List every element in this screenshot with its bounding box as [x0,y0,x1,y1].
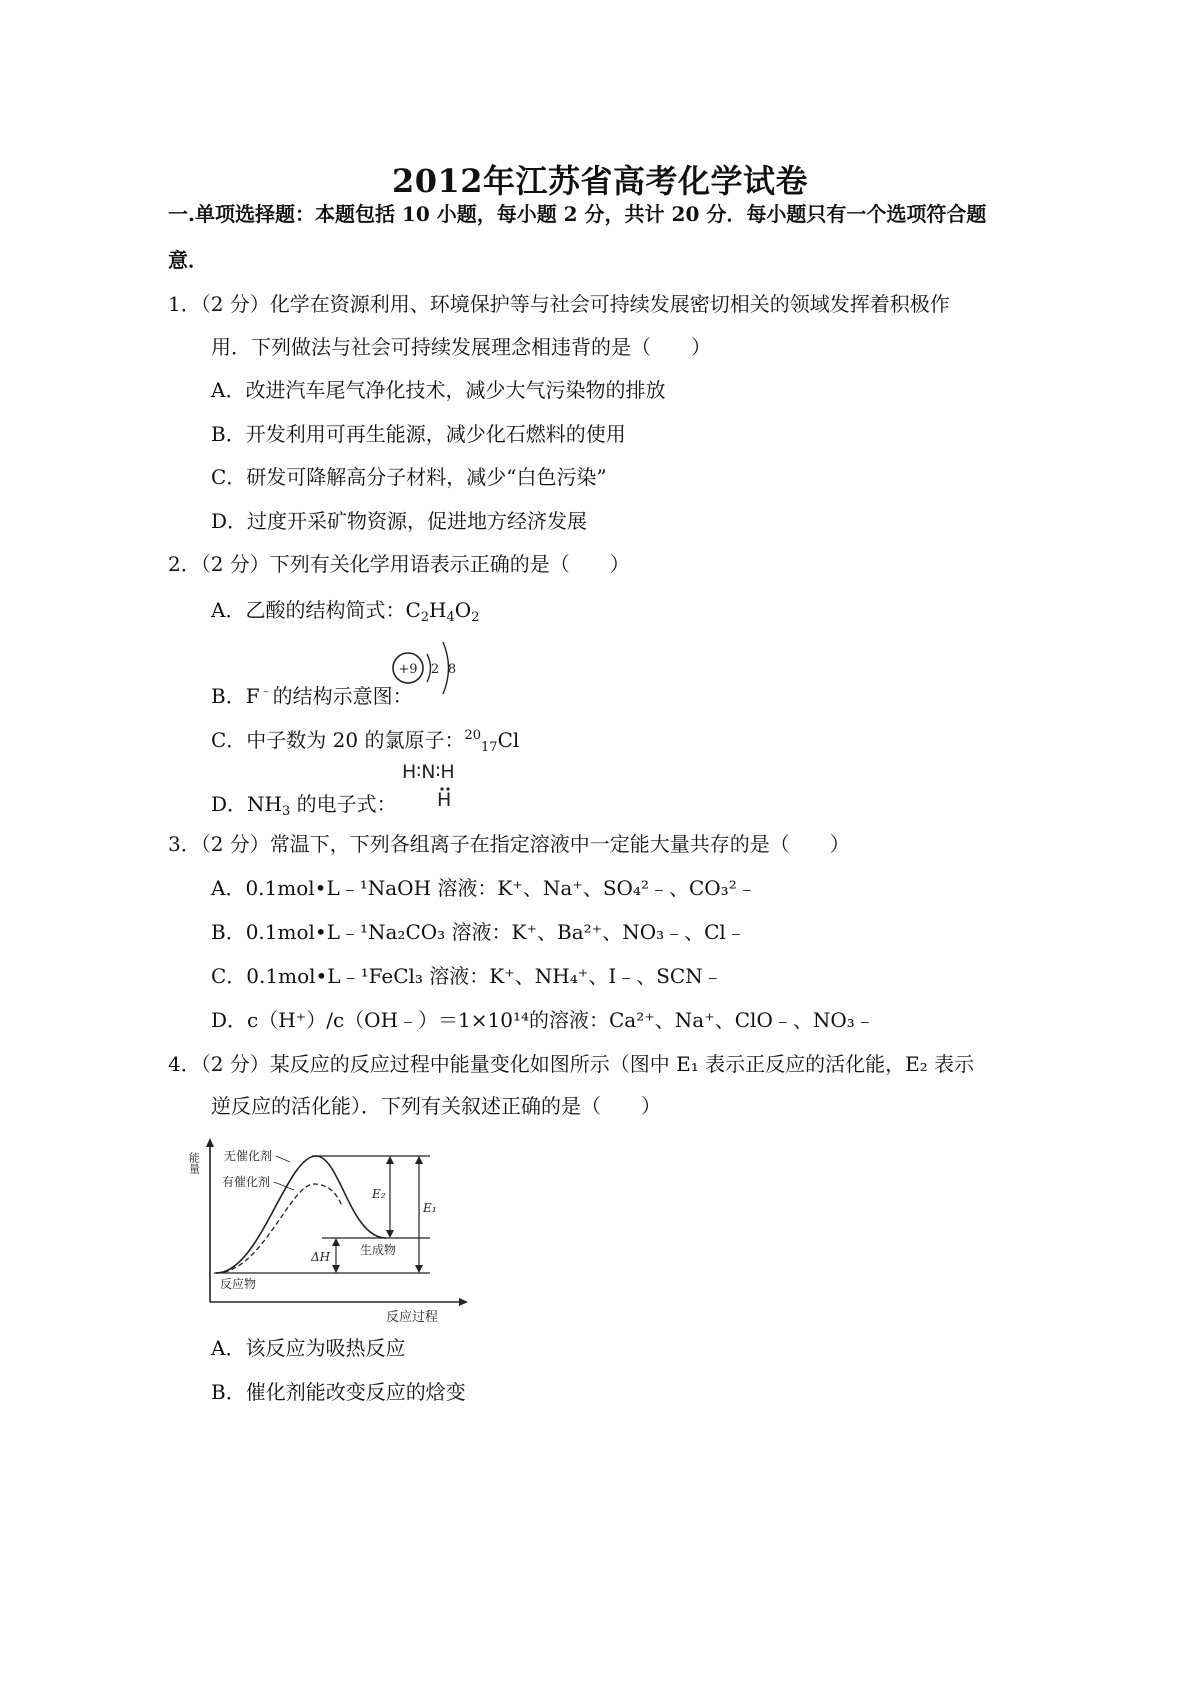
section-heading-line1: 一.单项选择题：本题包括 10 小题，每小题 2 分，共计 20 分．每小题只有一个选项符合题 [168,202,987,226]
q2-option-d-sub: 3 [281,804,291,819]
q2-option-b-text2: 的结构示意图： [272,684,413,708]
section-heading-line2: 意． [168,248,208,272]
reactant-label: 反应物 [220,1277,257,1291]
page-title: 2012年江苏省高考化学试卷 [391,162,809,200]
fluoride-ion-structure-diagram [386,636,466,700]
q3-option-d: D．c（H⁺）/c（OH﹣）＝1×10¹⁴的溶液：Ca²⁺、Na⁺、ClO﹣、NO₃﹣ [211,1008,875,1032]
e1-arrow-head [415,1265,423,1273]
q4-option-a: A．该反应为吸热反应 [211,1336,406,1360]
q1-stem-line1: 1．（2 分）化学在资源利用、环境保护等与社会可持续发展密切相关的领域发挥着积极作 [168,292,950,316]
q1-option-a: A．改进汽车尾气净化技术，减少大气污染物的排放 [211,378,666,402]
catalyzed-label: 有催化剂 [222,1175,271,1189]
q1-stem-line2: 用．下列做法与社会可持续发展理念相违背的是（ ） [211,335,711,359]
shell-1-count: 2 [430,662,440,677]
q2-option-a-text: A．乙酸的结构简式： [211,598,406,622]
electron-formula-bottom-h: H [437,789,452,811]
q3-option-c: C．0.1mol•L﹣¹FeCl₃ 溶液：K⁺、NH₄⁺、I﹣、SCN﹣ [211,964,723,988]
q2-option-d-text: D．NH [211,792,282,816]
nucleus-charge: +9 [398,662,418,677]
q2-option-c-mass-number: 20 [464,728,482,743]
q2-option-b-text: B．F [211,684,260,708]
q1-option-c: C．研发可降解高分子材料，减少“白色污染” [211,465,607,489]
q2-stem: 2．（2 分）下列有关化学用语表示正确的是（ ） [168,552,630,576]
product-label: 生成物 [360,1243,397,1257]
dh-arrow-head [332,1238,340,1246]
uncatalyzed-label: 无催化剂 [224,1149,273,1163]
x-axis-label: 反应过程 [386,1310,439,1325]
q3-stem: 3．（2 分）常温下，下列各组离子在指定溶液中一定能大量共存的是（ ） [168,832,850,856]
q2-option-a-formula: $C_2H_4O_2$ [405,598,480,625]
q1-option-d: D．过度开采矿物资源，促进地方经济发展 [211,509,588,533]
dh-label: ΔH [311,1250,331,1264]
q2-option-b-charge: ﹣ [259,684,273,699]
q2-option-c-atomic-number: 17 [481,740,498,755]
q2-option-a [211,596,479,624]
shell-2-count: 8 [447,662,457,677]
y-axis-arrow [206,1138,214,1147]
q4-option-b: B．催化剂能改变反应的焓变 [211,1380,466,1404]
catalyzed-leader [274,1182,294,1190]
q4-stem-line1: 4．（2 分）某反应的反应过程中能量变化如图所示（图中 E₁ 表示正反应的活化能，E₂ 表示 [168,1052,975,1076]
energy-profile-diagram [187,1136,480,1326]
q3-option-a: A．0.1mol•L﹣¹NaOH 溶液：K⁺、Na⁺、SO₄²﹣、CO₃²﹣ [211,876,757,900]
q2-option-b [211,682,413,710]
electron-formula-top-row: H∶N∶H [402,761,455,783]
q2-option-d-text2: 的电子式： [290,792,397,816]
e1-arrow-head [415,1156,423,1164]
q2-option-c-symbol: Cl [497,728,520,752]
q2-option-c [211,726,519,754]
x-axis-arrow [459,1298,468,1306]
q3-option-b: B．0.1mol•L﹣¹Na₂CO₃ 溶液：K⁺、Ba²⁺、NO₃﹣、Cl﹣ [211,920,746,944]
e2-arrow-head [386,1156,394,1164]
dh-arrow-head [332,1265,340,1273]
q2-option-c-text: C．中子数为 20 的氯原子： [211,728,465,752]
q4-stem-line2: 逆反应的活化能）．下列有关叙述正确的是（ ） [211,1094,661,1118]
e2-label: E₂ [372,1187,386,1201]
e1-label: E₁ [423,1201,437,1215]
y-axis-label: 能量 [187,1152,201,1174]
q2-option-d [211,790,397,818]
ammonia-electron-formula [398,756,498,810]
e2-arrow-head [386,1230,394,1238]
q1-option-b: B．开发利用可再生能源，减少化石燃料的使用 [211,422,626,446]
uncatalyzed-leader [276,1156,290,1162]
